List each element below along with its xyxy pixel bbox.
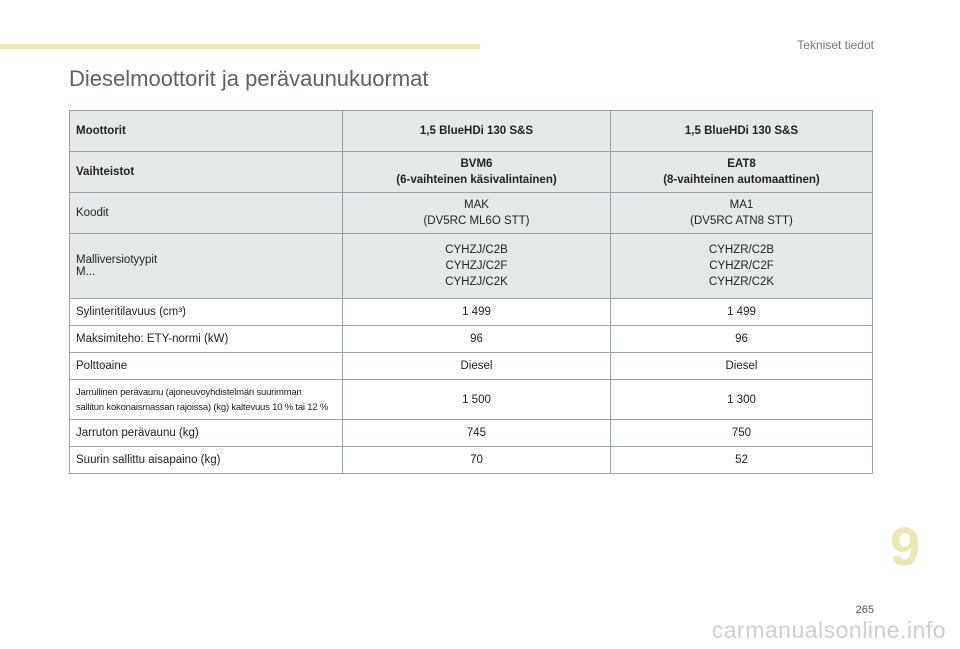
cell-text: sallitun kokonaismassan rajoissa) (kg) kaltevuus 10 % tai 12 %	[76, 401, 329, 413]
cell-text: Jarruton perävaunu (kg)	[76, 427, 199, 439]
cell-text: Suurin sallittu aisapaino (kg)	[76, 454, 221, 466]
cell-text: CYHZJ/C2B	[445, 244, 508, 256]
value-cell-1	[343, 447, 611, 474]
cell-text: (DV5RC ML6O STT)	[423, 215, 530, 227]
cell-text: CYHZJ/C2K	[445, 276, 508, 288]
value-cell-1	[343, 353, 611, 380]
table-row	[70, 420, 873, 447]
table-row	[70, 193, 873, 234]
row-label	[70, 326, 343, 353]
value-cell-2	[610, 353, 872, 380]
page-title: Dieselmoottorit ja perävaunukuormat	[69, 66, 429, 91]
cell-text: Sylinteritilavuus (cm³)	[76, 306, 186, 318]
cell-text: Jarrullinen perävaunu (ajoneuvoyhdistelmän suurimman	[76, 386, 302, 398]
cell-text: (8-vaihteinen automaattinen)	[663, 174, 820, 186]
cell-text: 1 499	[727, 306, 756, 318]
cell-text: (6-vaihteinen käsivalintainen)	[396, 174, 557, 186]
table-row	[70, 111, 873, 152]
row-label	[70, 193, 343, 234]
row-label	[70, 152, 343, 193]
value-cell-2	[610, 447, 872, 474]
table-row	[70, 234, 873, 299]
value-cell-1	[343, 380, 611, 420]
row-label	[70, 234, 343, 299]
table-row	[70, 353, 873, 380]
cell-text: Diesel	[460, 360, 493, 372]
cell-text: CYHZJ/C2F	[445, 260, 508, 272]
section-label: Tekniset tiedot	[797, 38, 874, 52]
page-number: 265	[855, 604, 874, 616]
table-row	[70, 380, 873, 420]
cell-text: Maksimiteho: ETY-normi (kW)	[76, 333, 229, 345]
cell-text: 1 500	[462, 393, 491, 406]
row-label	[70, 299, 343, 326]
value-cell-1	[343, 326, 611, 353]
value-cell-1	[343, 420, 611, 447]
cell-text: Moottorit	[76, 125, 126, 137]
value-cell-1	[343, 299, 611, 326]
cell-text: Vaihteistot	[76, 166, 135, 178]
value-cell-1	[343, 193, 611, 234]
cell-text: 750	[731, 427, 752, 439]
cell-text: Malliversiotyypit	[76, 254, 158, 266]
watermark: carmanualsonline.info	[711, 617, 946, 643]
cell-text: Koodit	[76, 207, 109, 219]
row-label	[70, 353, 343, 380]
cell-text: Diesel	[725, 360, 758, 372]
cell-text: 52	[735, 454, 748, 466]
table-row	[70, 447, 873, 474]
table-row	[70, 326, 873, 353]
value-cell-2	[610, 152, 872, 193]
value-cell-2	[610, 193, 872, 234]
table-row	[70, 152, 873, 193]
header-accent-bar	[0, 44, 480, 49]
value-cell-1	[343, 234, 611, 299]
value-cell-2	[610, 380, 872, 420]
cell-text: 1,5 BlueHDi 130 S&S	[684, 125, 799, 137]
cell-text: 96	[470, 333, 483, 345]
value-cell-2	[610, 420, 872, 447]
row-label	[70, 111, 343, 152]
cell-text: Polttoaine	[76, 360, 128, 372]
value-cell-1	[343, 111, 611, 152]
cell-text: CYHZR/C2K	[708, 276, 775, 288]
cell-text: MA1	[729, 199, 754, 211]
spec-table	[69, 110, 873, 474]
table-row	[70, 299, 873, 326]
cell-text: EAT8	[727, 158, 756, 170]
cell-text: 745	[466, 427, 487, 439]
cell-text: CYHZR/C2F	[709, 260, 774, 272]
cell-text: (DV5RC ATN8 STT)	[690, 215, 793, 227]
row-label	[70, 380, 343, 420]
chapter-number: 9	[890, 517, 921, 577]
row-label	[70, 420, 343, 447]
cell-text: 96	[735, 333, 748, 345]
cell-text: M...	[76, 266, 96, 278]
value-cell-2	[610, 111, 872, 152]
cell-text: 1 300	[727, 393, 756, 406]
cell-text: 1 499	[462, 306, 491, 318]
cell-text: BVM6	[460, 158, 493, 170]
value-cell-2	[610, 299, 872, 326]
row-label	[70, 447, 343, 474]
spec-table-body	[70, 111, 873, 474]
value-cell-1	[343, 152, 611, 193]
value-cell-2	[610, 326, 872, 353]
cell-text: CYHZR/C2B	[708, 244, 775, 256]
value-cell-2	[610, 234, 872, 299]
cell-text: 1,5 BlueHDi 130 S&S	[419, 125, 534, 137]
cell-text: 70	[470, 454, 483, 466]
cell-text: MAK	[464, 199, 489, 211]
